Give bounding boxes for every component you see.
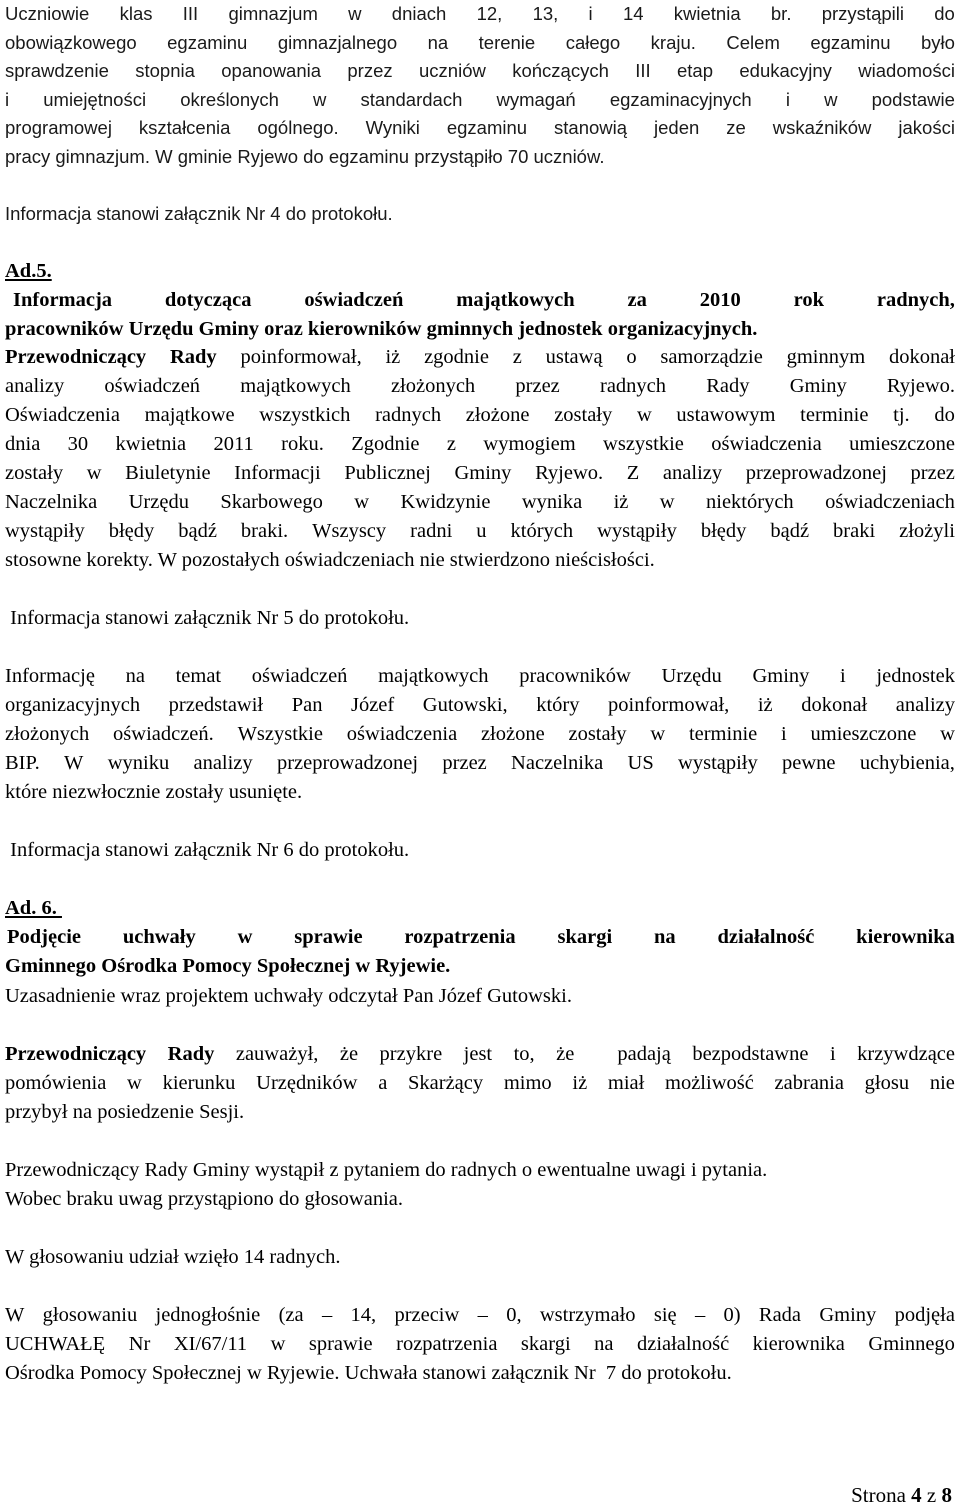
text-line: pomówienia w kierunku Urzędników a Skarżący mimo iż miał możliwość zabrania głosu nie <box>5 1072 955 1094</box>
text-line: W głosowaniu udział wzięło 14 radnych. <box>5 1246 341 1268</box>
page-number <box>851 1483 952 1507</box>
text-line: wystąpiły błędy bądź braki. Wszyscy radni u których wystąpiły błędy bądź braki złożyli <box>5 520 955 542</box>
text-line: zostały w Biuletynie Informacji Publicznej Gminy Ryjewo. Z analizy przeprowadzonej przez <box>5 462 955 484</box>
paragraph-exam-info <box>5 0 955 171</box>
speaker-label: Przewodniczący Rady <box>5 346 217 368</box>
heading-text: Podjęcie uchwały w sprawie rozpatrzenia skargi na działalność kierownika <box>7 926 955 948</box>
attachment-note-6 <box>5 836 955 865</box>
text-line: przybył na posiedzenie Sesji. <box>5 1101 245 1123</box>
text-span: poinformował, iż zgodnie z ustawą o samorządzie gminnym dokonał <box>216 346 955 368</box>
page-separator: z <box>921 1483 942 1507</box>
text-line: W głosowaniu jednogłośnie (za – 14, przeciw – 0, wstrzymało się – 0) Rada Gminy podjęła <box>5 1304 955 1326</box>
total-pages: 8 <box>941 1483 952 1507</box>
text-line: Ośrodka Pomocy Społecznej w Ryjewie. Uchwała stanowi załącznik Nr 7 do protokołu. <box>5 1362 732 1384</box>
text-span: zauważył, że przykre jest to, że padają bezpodstawne i krzywdzące <box>214 1043 956 1065</box>
heading-line: Gminnego Ośrodka Pomocy Społecznej w Ryjewie. <box>5 955 451 977</box>
attachment-note-4 <box>5 200 955 229</box>
text-line: i umiejętności określonych w standardach wymagań egzaminacyjnych i w podstawie <box>5 88 955 110</box>
page-label: Strona <box>851 1483 912 1507</box>
attachment-text: Informacja stanowi załącznik Nr 6 do protokołu. <box>5 839 410 861</box>
speaker-label: Przewodniczący Rady <box>5 1043 215 1065</box>
text-line: Naczelnika Urzędu Skarbowego w Kwidzynie wynika iż w niektórych oświadczeniach <box>5 491 955 513</box>
text-line: programowej kształcenia ogólnego. Wyniki egzaminu stanowią jeden ze wskaźników jakości <box>5 117 955 138</box>
text-line: dnia 30 kwietnia 2011 roku. Zgodnie z wymogiem wszystkie oświadczenia umieszczone <box>5 433 955 455</box>
paragraph-questions <box>5 1156 955 1214</box>
attachment-text: Informacja stanowi załącznik Nr 4 do protokołu. <box>5 203 393 224</box>
heading-text: Informacja dotycząca oświadczeń majątkowych za 2010 rok radnych, <box>13 289 955 311</box>
text-line: pracy gimnazjum. W gminie Ryjewo do egzaminu przystąpiło 70 uczniów. <box>5 145 605 167</box>
text-line: sprawdzenie stopnia opanowania przez uczniów kończących III etap edukacyjny wiadomości <box>5 60 955 81</box>
text-line: złożonych oświadczeń. Wszystkie oświadczenia złożone zostały w terminie i umieszczone w <box>5 723 955 745</box>
paragraph-chair-remarks <box>5 1040 955 1127</box>
text-line: Oświadczenia majątkowe wszystkich radnych złożone zostały w ustawowym terminie tj. do <box>5 404 955 426</box>
heading-line <box>5 257 955 315</box>
paragraph-vote-result <box>5 1301 955 1388</box>
text-line: Informację na temat oświadczeń majątkowych pracowników Urzędu Gminy i jednostek <box>5 665 955 687</box>
agenda-number: Ad. 6. <box>5 897 62 919</box>
text-line: Wobec braku uwag przystąpiono do głosowania. <box>5 1188 403 1210</box>
text-line: które niezwłocznie zostały usunięte. <box>5 781 303 803</box>
agenda-item-6-heading <box>5 894 955 981</box>
paragraph-vote-count <box>5 1243 955 1272</box>
paragraph-council-declarations <box>5 343 955 575</box>
agenda-number: Ad.5. <box>5 260 52 282</box>
text-line: stosowne korekty. W pozostałych oświadczeniach nie stwierdzono nieścisłości. <box>5 549 655 571</box>
text-line: Przewodniczący Rady Gminy wystąpił z pytaniem do radnych o ewentualne uwagi i pytania. <box>5 1159 768 1181</box>
text-line: Uzasadnienie wraz projektem uchwały odczytał Pan Józef Gutowski. <box>5 985 572 1007</box>
text-line: obowiązkowego egzaminu gimnazjalnego na terenie całego kraju. Celem egzaminu było <box>5 31 955 53</box>
heading-line <box>5 894 955 952</box>
text-line: UCHWAŁĘ Nr XI/67/11 w sprawie rozpatrzenia skargi na działalność kierownika Gminnego <box>5 1333 955 1355</box>
text-line <box>5 343 955 372</box>
attachment-text: Informacja stanowi załącznik Nr 5 do protokołu. <box>5 607 410 629</box>
text-line: organizacyjnych przedstawił Pan Józef Gutowski, który poinformował, iż dokonał analizy <box>5 694 955 716</box>
paragraph-justification <box>5 982 955 1011</box>
attachment-note-5 <box>5 604 955 633</box>
agenda-item-5-heading <box>5 257 955 344</box>
text-line: BIP. W wyniku analizy przeprowadzonej przez Naczelnika US wystąpiły pewne uchybienia, <box>5 752 955 774</box>
text-line: Uczniowie klas III gimnazjum w dniach 12, 13, i 14 kwietnia br. przystąpili do <box>5 3 955 24</box>
paragraph-staff-declarations <box>5 662 955 807</box>
text-line <box>5 1040 955 1069</box>
current-page: 4 <box>911 1483 922 1507</box>
text-line: analizy oświadczeń majątkowych złożonych przez radnych Rady Gminy Ryjewo. <box>5 375 955 397</box>
heading-line: pracowników Urzędu Gminy oraz kierowników gminnych jednostek organizacyjnych. <box>5 318 758 340</box>
